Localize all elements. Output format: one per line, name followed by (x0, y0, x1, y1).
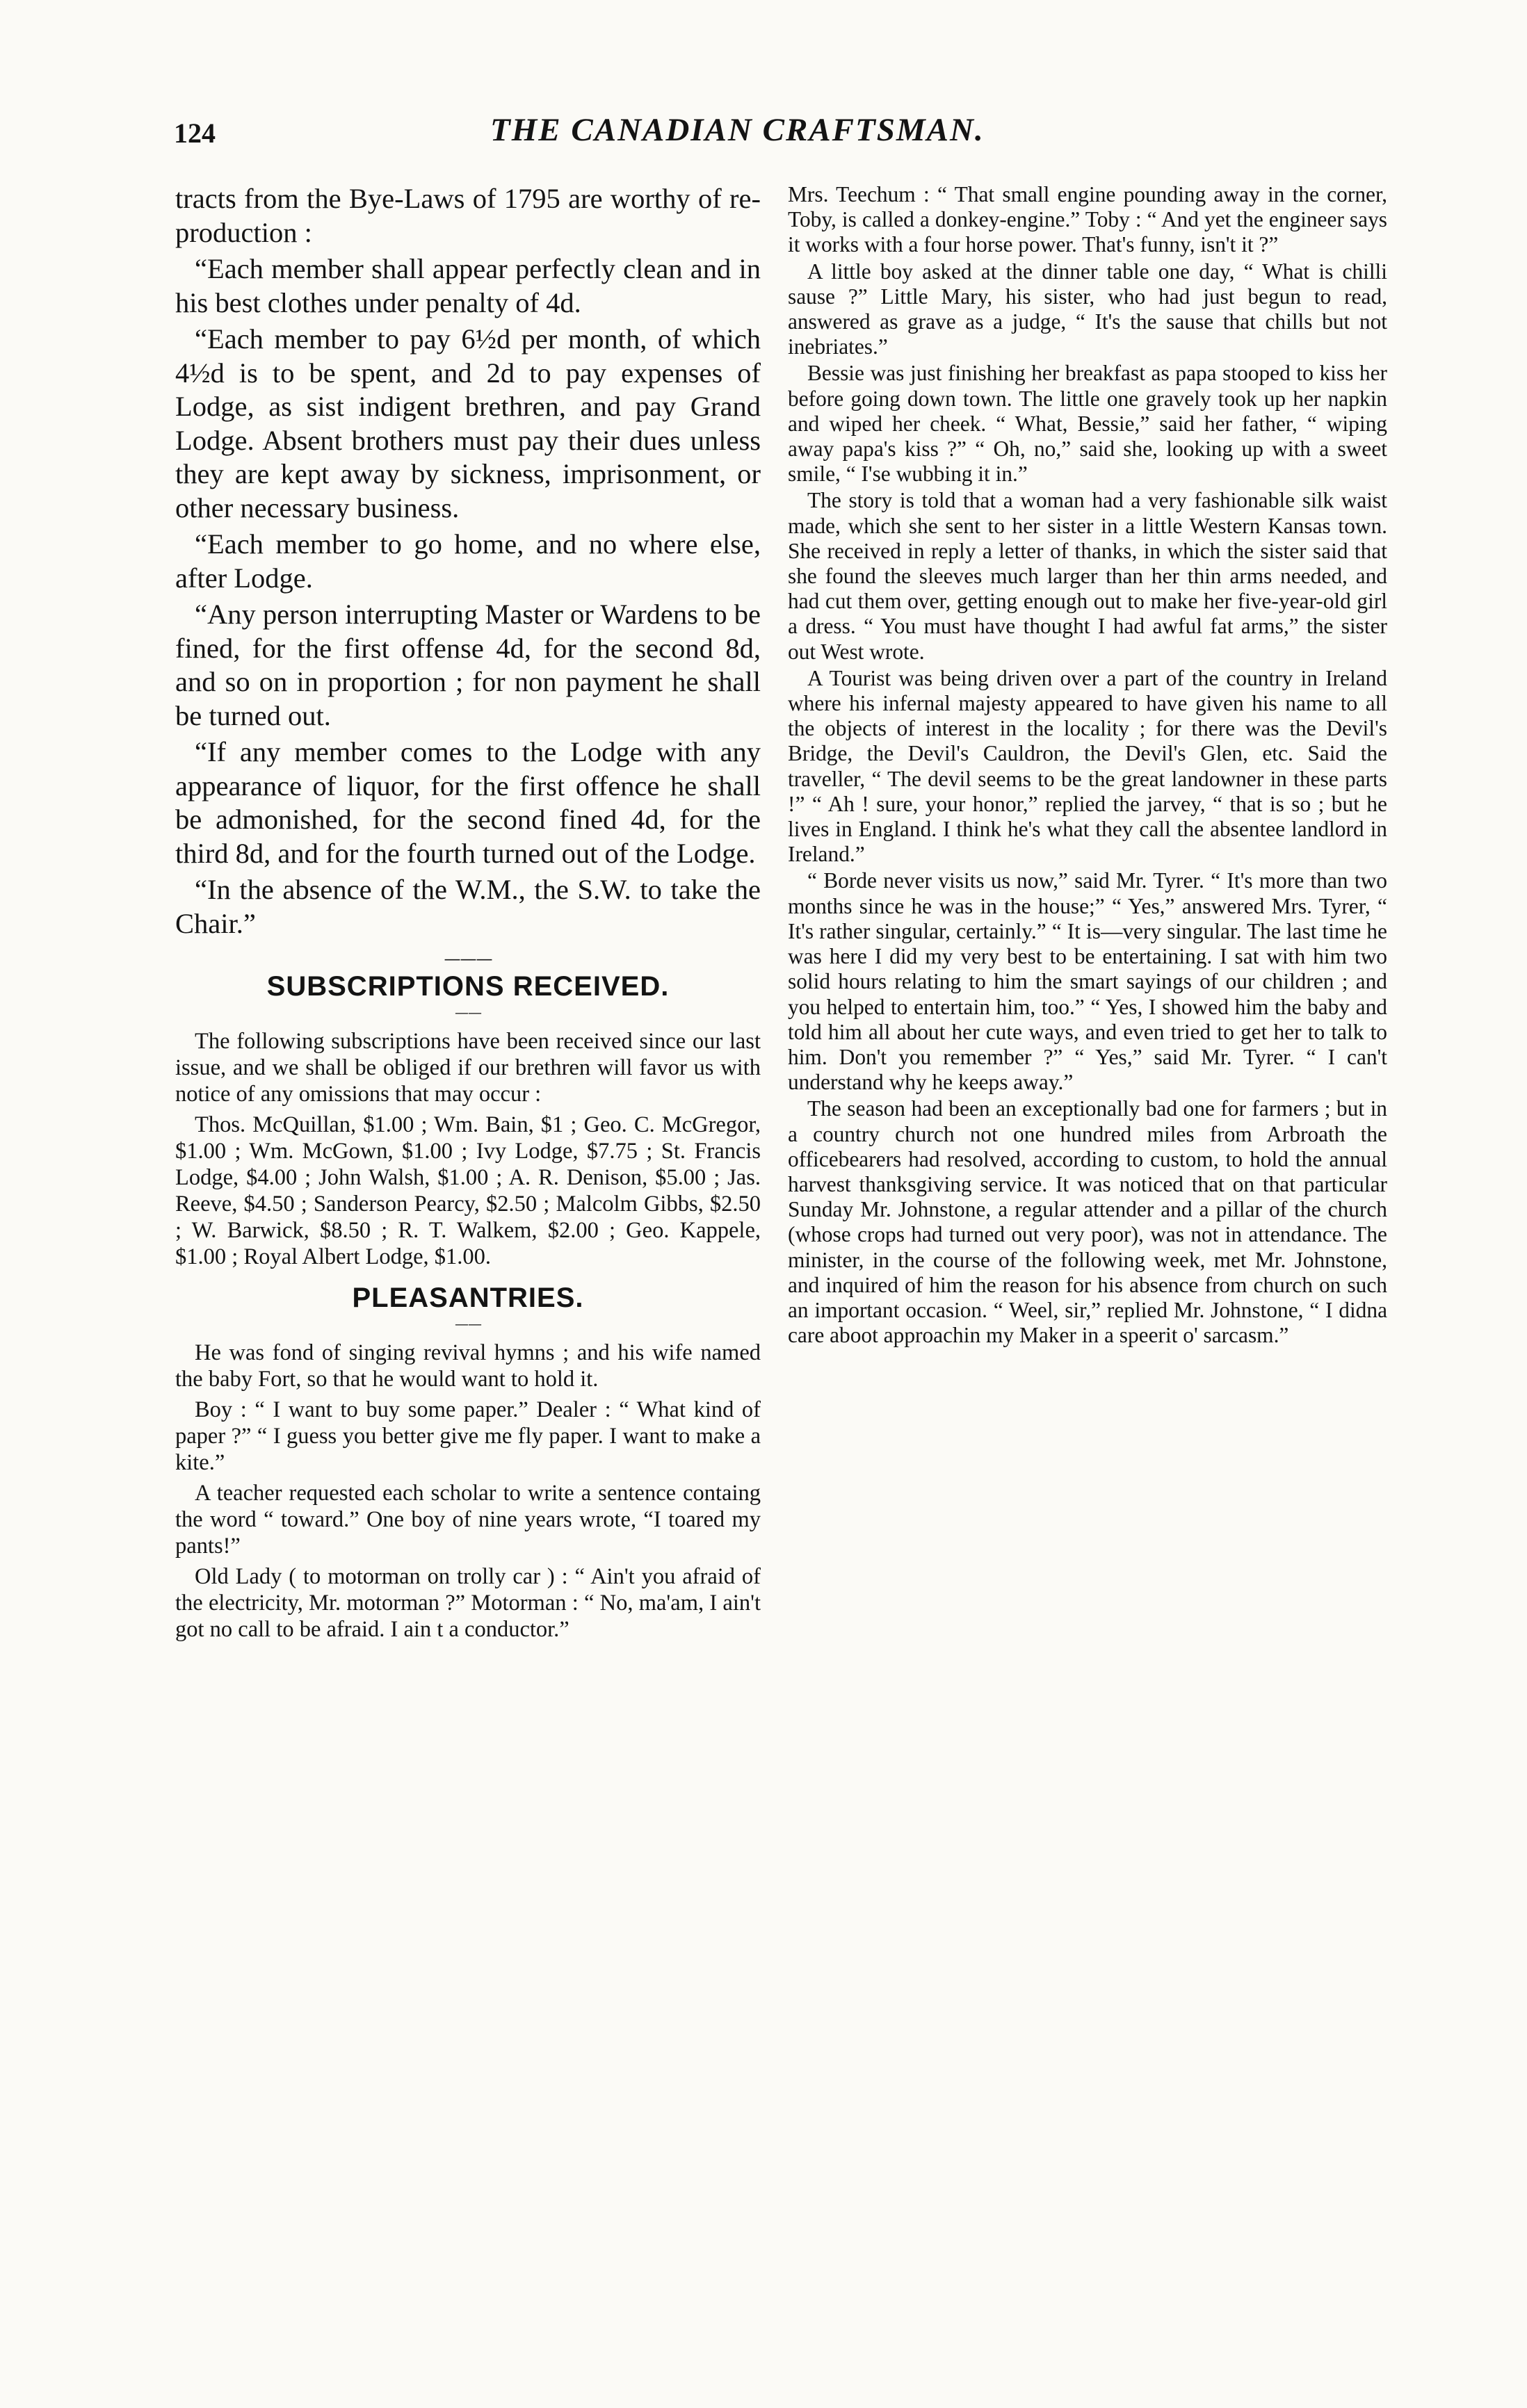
page-header (174, 112, 1140, 165)
pleasantry-paragraph: Boy : “ I want to buy some paper.” Dealer : “ What kind of paper ?” “ I guess you better give me fly paper. I want to make a kite.” (175, 1397, 761, 1475)
bylaws-paragraph: “Any person interrupting Master or Wardens to be fined, for the first offense 4d, for the second 8d, and so on in proportion ; for non payment he shall be turned out. (175, 599, 761, 731)
pleasantry-paragraph: He was fond of singing revival hymns ; and his wife named the baby Fort, so that he would want to hold it. (175, 1340, 761, 1392)
section-divider: ——— (444, 949, 492, 968)
anecdote-paragraph: A little boy asked at the dinner table one day, “ What is chilli sause ?” Little Mary, his sister, who had just begun to read, answered as grave as a judge, “ It's the sause that chills but not inebriates.” (788, 259, 1387, 359)
anecdote-paragraph: “ Borde never visits us now,” said Mr. Tyrer. “ It's more than two months since he was in the house;” “ Yes,” answered Mrs. Tyrer, “ It's rather singular, certainly.” “ It is—very singular. The last time he was here I did my very best to be entertaining. I sat with him two solid hours relating to him the smart sayings of our children ; and you helped to entertain him, too.” “ Yes, I showed him the baby and told him all about her cute ways, and even tried to get her to talk to him. Don't you remember ?” “ Yes,” said Mr. Tyrer. “ I can't understand why he keeps away.” (788, 868, 1387, 1095)
bylaws-paragraph: tracts from the Bye-Laws of 1795 are worthy of re-production : (175, 183, 761, 248)
pleasantries-heading: PLEASANTRIES. (352, 1283, 584, 1313)
anecdote-paragraph: Bessie was just finishing her breakfast as papa stooped to kiss her before going down town. The little one gravely took up her napkin and wiped her cheek. “ What, Bessie,” said her father, “ wiping away papa's kiss ?” “ Oh, no,” said she, looking up with a sweet smile, “ I'se wubbing it in.” (788, 361, 1387, 487)
bylaws-paragraph: “Each member to go home, and no where else, after Lodge. (175, 528, 761, 594)
anecdote-paragraph: The story is told that a woman had a very fashionable silk waist made, which she sent to her sister in a little Western Kansas town. She received in reply a letter of thanks, in which the sister said that she found the sleeves much larger than her thin arms needed, and had cut them over, getting enough out to make her five-year-old girl a dress. “ You must have thought I had awful fat arms,” the sister out West wrote. (788, 488, 1387, 664)
left-column (175, 182, 761, 1647)
journal-title: THE CANADIAN CRAFTSMAN. (490, 112, 985, 148)
pleasantry-paragraph: A teacher requested each scholar to write a sentence containg the word “ toward.” One boy of nine years wrote, “I toared my pants!” (175, 1481, 761, 1559)
heading-rule: —— (455, 1315, 481, 1332)
heading-rule: —— (455, 1004, 481, 1020)
right-column (788, 182, 1387, 1349)
bylaws-paragraph: “Each member to pay 6½d per month, of which 4½d is to be spent, and 2d to pay expenses of Lodge, as sist indigent brethren, and pay Grand Lodge. Absent brothers must pay their dues unless they are kept away by sickness, imprisonment, or other necessary business. (175, 323, 761, 523)
anecdote-paragraph: The season had been an exceptionally bad one for farmers ; but in a country church not one hundred miles from Arbroath the officebearers had resolved, according to custom, to hold the annual harvest thanksgiving service. It was noticed that on that particular Sunday Mr. Johnstone, a regular attender and a pillar of the church (whose crops had turned out very poor), was not in attendance. The minister, in the course of the following week, met Mr. Johnstone, and inquired of him the reason for his absence from church on such an important occasion. “ Weel, sir,” replied Mr. Johnstone, “ I didna care aboot approachin my Maker in a speerit o' sarcasm.” (788, 1096, 1387, 1348)
bylaws-paragraph: “In the absence of the W.M., the S.W. to take the Chair.” (175, 874, 761, 939)
anecdote-paragraph: A Tourist was being driven over a part of the country in Ireland where his infernal majesty appeared to have given his name to all the objects of interest in the locality ; for there was the Devil's Bridge, the Devil's Cauldron, the Devil's Glen, etc. Said the traveller, “ The devil seems to be the great landowner in these parts !” “ Ah ! sure, your honor,” replied the jarvey, “ that is so ; but he lives in England. I think he's what they call the absentee landlord in Ireland.” (788, 665, 1387, 867)
subscriptions-heading: SUBSCRIPTIONS RECEIVED. (266, 971, 670, 1002)
subscriptions-paragraph: The following subscriptions have been received since our last issue, and we shall be obliged if our brethren will favor us with notice of any omissions that may occur : (175, 1029, 761, 1107)
bylaws-paragraph: “If any member comes to the Lodge with any appearance of liquor, for the first offence he shall be admonished, for the second fined 4d, for the third 8d, and for the fourth turned out of the Lodge. (175, 736, 761, 869)
bylaws-paragraph: “Each member shall appear perfectly clean and in his best clothes under penalty of 4d. (175, 253, 761, 318)
page-number: 124 (174, 117, 216, 149)
subscriptions-list: Thos. McQuillan, $1.00 ; Wm. Bain, $1 ; Geo. C. McGregor, $1.00 ; Wm. McGown, $1.00 ; Ivy Lodge, $7.75 ; St. Francis Lodge, $4.00 ; John Walsh, $1.00 ; A. R. Denison, $5.00 ; Jas. Reeve, $4.50 ; Sanderson Pearcy, $2.50 ; Malcolm Gibbs, $2.50 ; W. Barwick, $8.50 ; R. T. Walkem, $2.00 ; Geo. Kappele, $1.00 ; Royal Albert Lodge, $1.00. (175, 1112, 761, 1269)
anecdote-paragraph: Mrs. Teechum : “ That small engine pounding away in the corner, Toby, is called a donkey-engine.” Toby : “ And yet the engineer says it works with a four horse power. That's funny, isn't it ?” (788, 182, 1387, 257)
pleasantry-paragraph: Old Lady ( to motorman on trolly car ) : “ Ain't you afraid of the electricity, Mr. motorman ?” Motorman : “ No, ma'am, I ain't got no call to be afraid. I ain t a conductor.” (175, 1564, 761, 1642)
